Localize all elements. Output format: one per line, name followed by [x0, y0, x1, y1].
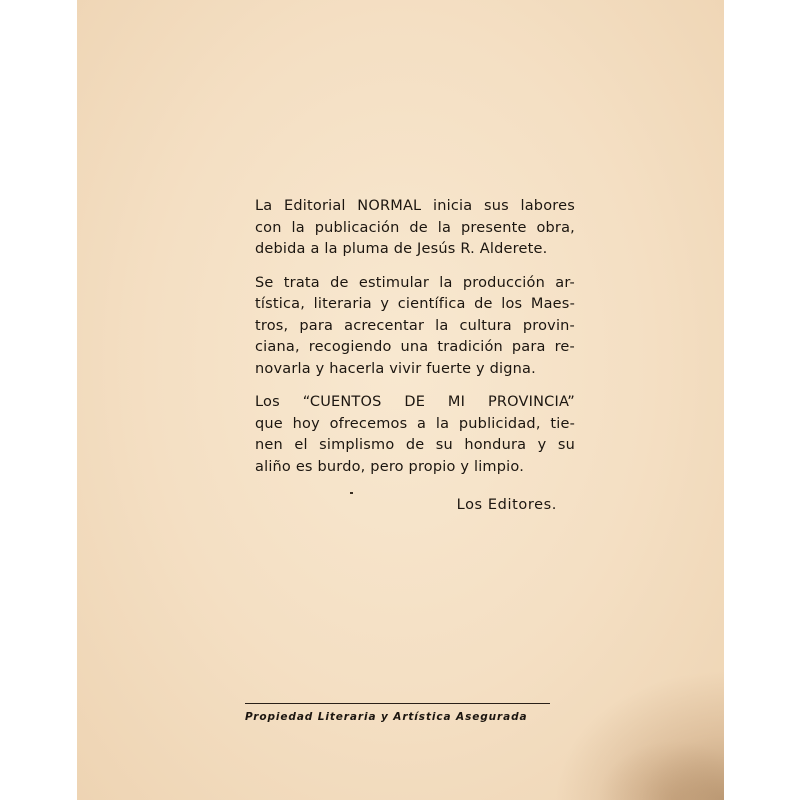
paragraph-1	[255, 196, 575, 261]
text-line: que hoy ofrecemos a la publicidad, tie-	[255, 415, 575, 432]
paragraph-2	[255, 273, 575, 381]
text-line: tros, para acrecentar la cultura provin-	[255, 317, 575, 334]
editorial-note	[255, 196, 575, 490]
text-line: con la publicación de la presente obra,	[255, 219, 575, 236]
ink-mark	[350, 492, 353, 494]
text-line: debida a la pluma de Jesús R. Alderete.	[255, 241, 548, 257]
paragraph-3	[255, 392, 575, 478]
text-line: nen el simplismo de su hondura y su	[255, 437, 575, 453]
text-line: Los “CUENTOS DE MI PROVINCIA”	[255, 394, 575, 410]
copyright-notice: Propiedad Literaria y Artística Asegurada	[245, 711, 528, 723]
text-line: aliño es burdo, pero propio y limpio.	[255, 458, 525, 475]
text-line: Se trata de estimular la producción ar-	[255, 274, 575, 291]
text-line: tística, literaria y científica de los Maes-	[255, 296, 575, 312]
text-line: La Editorial NORMAL inicia sus labores	[255, 198, 575, 214]
text-line: novarla y hacerla vivir fuerte y digna.	[255, 360, 536, 377]
text-line: ciana, recogiendo una tradición para re-	[255, 339, 575, 355]
signature: Los Editores.	[456, 497, 557, 513]
paper-stain	[597, 740, 724, 800]
footer-divider	[245, 703, 550, 704]
